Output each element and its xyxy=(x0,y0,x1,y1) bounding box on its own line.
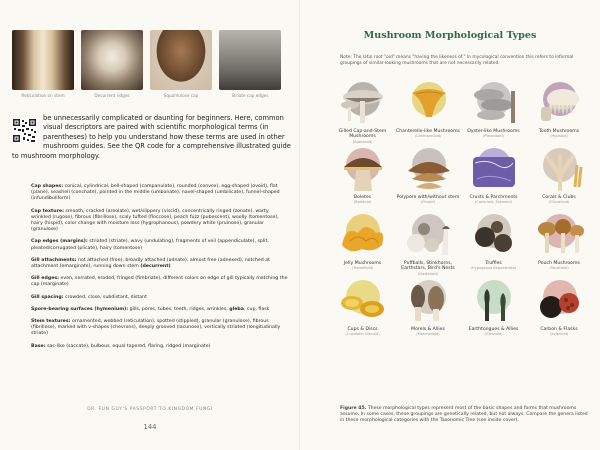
coral-icon xyxy=(533,149,587,195)
reticulated-stem-photo xyxy=(12,30,74,90)
photo-striate-cap xyxy=(219,30,281,98)
descriptor-base: Base: sac-like (saccate), bulbous, equal tapered, flaring, ridged (marginate) xyxy=(31,343,211,349)
type-label: Oyster-like Mushrooms xyxy=(467,129,520,134)
type-label: Earthtongues & Allies xyxy=(468,327,519,332)
type-label: Pouch Mushrooms xyxy=(538,261,580,266)
earthtongue-icon xyxy=(467,281,521,327)
morph-type-1 xyxy=(396,80,462,146)
chanterelle-icon xyxy=(402,83,456,129)
type-label: Gilled Cap-and-Stem Mushrooms xyxy=(338,129,387,140)
qr-code-icon[interactable] xyxy=(12,118,37,143)
type-scientific-group: (Gasteroid) xyxy=(417,272,439,276)
descriptor-cap-edges: Cap edges (margins): striated (striate), wavy (undulating), fragments of veil (appendiculate), split, pleated/corrugated (plicate), hairy (tomentose) xyxy=(31,239,269,251)
cup-fungus-icon xyxy=(336,281,390,327)
morph-type-12 xyxy=(330,278,396,344)
descriptor-cap-shapes: Cap shapes: conical, cylindrical, bell-shaped (campanulate), rounded (convex), egg-shaped (ovoid), flat (plane), seashell (conchate), pointed in the middle (umbonate), navel-shaped (umbilicate), funnel-shaped (infundibuliform) xyxy=(31,184,280,202)
squamulose-cap-photo xyxy=(150,30,212,90)
type-scientific-group: (Hypogeous Sequestrate) xyxy=(470,266,517,270)
type-scientific-group: (Tremelloid) xyxy=(351,266,374,270)
type-scientific-group: (Cantharelloid) xyxy=(414,134,442,138)
photo-reticulated-stem xyxy=(12,30,74,98)
photo-caption: Reticulation on stem xyxy=(21,93,65,98)
photo-caption: Decurrent ridges xyxy=(94,93,130,98)
morph-type-6 xyxy=(461,146,527,212)
type-scientific-group: (Boletoid) xyxy=(353,200,372,204)
descriptor-cap-texture: Cap texture: smooth, cracked (areolate), wet/slippery (viscid), concentrically ringed (zonate), warty wrinkled (rugose), fibrous (fibrillose), scaly tufted (floccose), peach fuzz (pubescent), woolly (tomentose), hairy (hispid), color change with moisture loss (hygrophanous), powdery white (pruinose), granular (granulose) xyxy=(31,208,279,233)
oyster-mushroom-icon xyxy=(467,83,521,129)
descriptor-gill-spacing: Gill spacing: crowded, close, subdistant, distant xyxy=(31,294,147,300)
tooth-mushroom-icon xyxy=(533,83,587,129)
type-scientific-group: (Secotioid) xyxy=(549,266,569,270)
morph-type-11 xyxy=(527,212,593,278)
page-number: 144 xyxy=(143,423,157,431)
type-label: Crusts & Parchments xyxy=(469,195,518,200)
type-scientific-group: (Corticioid, Stereoid) xyxy=(474,200,513,204)
latin-root-note: Note: The latin root "oid" means "having the likeness of." In mycological convention this refers to informal groupings of similar-looking mushrooms that are not necessarily related. xyxy=(340,55,574,67)
type-scientific-group: (Cupulate, Discoid) xyxy=(345,332,380,336)
morph-type-13 xyxy=(396,278,462,344)
type-label: Boletes xyxy=(353,195,372,200)
polypore-icon xyxy=(402,149,456,195)
photo-strip xyxy=(12,30,281,98)
bolete-icon xyxy=(336,149,390,195)
morph-type-15 xyxy=(527,278,593,344)
morel-icon xyxy=(402,281,456,327)
photo-caption: Squamulose cap xyxy=(163,93,199,98)
type-label: Polypore with/without stem xyxy=(396,195,460,200)
type-scientific-group: (Hydnoid) xyxy=(550,134,568,138)
pouch-mushroom-icon xyxy=(533,215,587,261)
morph-type-14 xyxy=(461,278,527,344)
type-label: Morels & Allies xyxy=(411,327,445,332)
descriptor-gill-edges: Gill edges: even, serrated, eroded, fringed (fimbriate), different colors on edge of gill typically matching the cap (marginate) xyxy=(31,276,288,288)
photo-squamulose-cap xyxy=(150,30,212,98)
page-title: Mushroom Morphological Types xyxy=(363,30,537,41)
type-label: Chanterelle-like Mushrooms xyxy=(396,129,460,134)
morph-type-7 xyxy=(527,146,593,212)
descriptor-stem-textures: Stem textures: ornamented, webbed (reticulation), spotted (stippled), granular (granulose), fibrous (fibrillose), marked with v-shapes (chevrons), deeply grooved (lacunose), vertically striated (longitudinally striate) xyxy=(31,319,281,337)
running-footer: DR. FUN GUY'S PASSPORT TO KINGDOM FUNGI xyxy=(87,407,213,412)
morph-type-0 xyxy=(330,80,396,146)
type-scientific-group: (Morchelloid) xyxy=(416,332,440,336)
descriptor-spore-surfaces: Spore-bearing surfaces (hymenium): gills, pores, tubes, teeth, ridges, wrinkles, gleba, cup, flask xyxy=(31,306,270,312)
jelly-mushroom-icon xyxy=(336,215,390,261)
gilled-mushroom-icon xyxy=(336,83,390,129)
striate-cap-photo xyxy=(219,30,281,90)
type-label: Cups & Discs xyxy=(347,327,378,332)
figure-caption: Figure 45. These morphological types represent most of the basic shapes and forms that mushrooms assume. In some cases, these groupings are genetically related, but not always. Compare the genera listed in these morphological categories with the Taxonomic Tree (see inside cover). xyxy=(340,406,588,423)
morph-type-3 xyxy=(527,80,593,146)
morph-type-8 xyxy=(330,212,396,278)
type-scientific-group: (Pleurotoid) xyxy=(483,134,504,138)
morph-type-10 xyxy=(461,212,527,278)
intro-paragraph xyxy=(12,114,292,161)
type-label: Corals & Clubs xyxy=(542,195,576,200)
type-scientific-group: (Xylarioid) xyxy=(549,332,569,336)
decurrent-ridges-photo xyxy=(81,30,143,90)
morphology-grid xyxy=(330,80,592,344)
descriptor-list xyxy=(31,184,289,356)
type-label: Tooth Mushrooms xyxy=(538,129,580,134)
photo-decurrent-ridges xyxy=(81,30,143,98)
right-page xyxy=(300,0,600,450)
type-scientific-group: (Agaricoid) xyxy=(352,140,373,144)
morph-type-4 xyxy=(330,146,396,212)
truffle-icon xyxy=(467,215,521,261)
descriptor-gill-attachments: Gill attachments: not attached (free), broadly attached (adnate), almost free (adnexed), notched at attachment (emarginate), running down stem (decurrent) xyxy=(31,257,270,270)
type-label: Jelly Mushrooms xyxy=(343,261,382,266)
type-label: Truffles xyxy=(485,261,502,266)
crust-icon xyxy=(467,149,521,195)
type-scientific-group: (Glossoid) xyxy=(484,332,503,336)
intro-text: be unnecessarily complicated or daunting for beginners. Here, common visual descriptors are paired with scientific morphological terms (in parentheses) to help you understand how these terms are used in other mushroom guides. See the QR code for a comprehensive illustrated guide to mushroom morphology. xyxy=(12,114,291,160)
puffball-icon xyxy=(402,215,456,261)
type-scientific-group: (Poroid) xyxy=(421,200,435,204)
type-scientific-group: (Clavarioid) xyxy=(548,200,570,204)
morph-type-5 xyxy=(396,146,462,212)
morph-type-9 xyxy=(396,212,462,278)
morph-type-2 xyxy=(461,80,527,146)
type-label: Carbon & Flasks xyxy=(540,327,578,332)
photo-caption: Striate cap edges xyxy=(231,93,269,98)
carbon-flask-icon xyxy=(533,281,587,327)
type-label: Puffballs, Stinkhorns, Earthstars, Bird's Nests xyxy=(401,261,455,272)
